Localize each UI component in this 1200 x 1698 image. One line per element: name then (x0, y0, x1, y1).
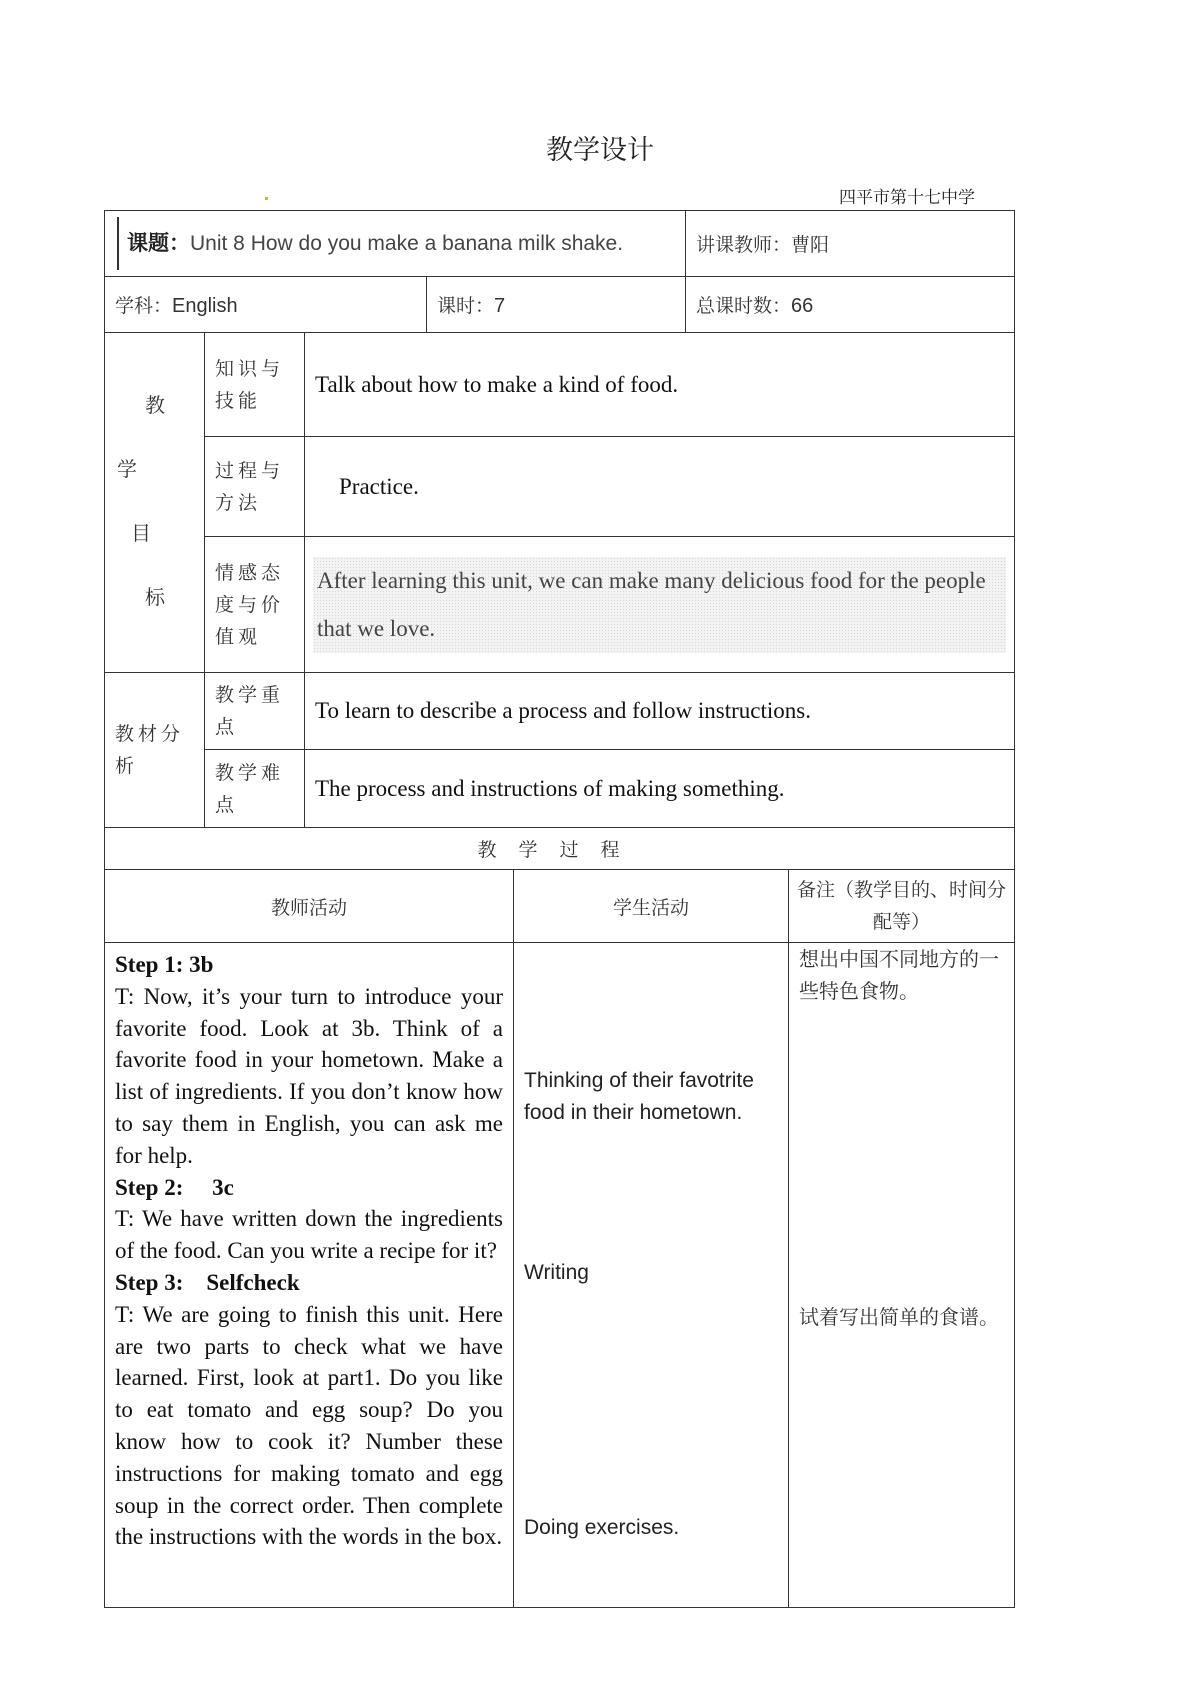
teacher-activity-cell (105, 943, 514, 1608)
note-header: 备注（教学目的、时间分配等） (789, 870, 1015, 943)
step (115, 1172, 503, 1204)
subject-value: English (172, 295, 238, 317)
analysis-row-key (105, 673, 1015, 750)
student-activity-cell (514, 943, 789, 1608)
objectives-char-2: 学 (117, 457, 137, 481)
step-text: T: Now, it’s your turn to introduce your favorite food. Look at 3b. Think of a favorite food in your hometown. Make a list of ingredients. If you don’t know how to say them in English, you can ask me for help. (115, 983, 503, 1168)
analysis-content: To learn to describe a process and follow instructions. (305, 673, 1015, 750)
objective-row-process (105, 437, 1015, 537)
topic-label: 课题： (127, 231, 190, 255)
subject-label: 学科： (115, 295, 173, 317)
note-text: 想出中国不同地方的一些特色食物。 (799, 947, 1000, 1003)
student-activity: Writing (524, 1261, 589, 1284)
note-cell (789, 943, 1015, 1608)
step (115, 949, 503, 981)
student-activity: Thinking of their favotrite food in their hometown. (524, 1069, 754, 1124)
objectives-group-label (105, 333, 205, 673)
total-label: 总课时数： (696, 295, 792, 317)
teacher-activity-header: 教师活动 (105, 870, 514, 943)
total-cell (686, 277, 1015, 333)
objectives-char-4: 标 (145, 585, 165, 609)
document-title: 教学设计 (546, 135, 654, 166)
objective-content-cell (305, 537, 1015, 673)
topic-value: Unit 8 How do you make a banana milk shake. (190, 232, 624, 255)
objective-label: 情感态度与价值观 (205, 537, 305, 673)
analysis-row-difficulty (105, 750, 1015, 828)
step-heading: Step 3: Selfcheck (115, 1269, 300, 1295)
process-title: 教学过程 (105, 828, 1015, 870)
step-heading: Step 1: 3b (115, 952, 214, 977)
process-title-row (105, 828, 1015, 870)
analysis-group-label: 教材分析 (105, 673, 205, 828)
analysis-label: 教学重点 (205, 673, 305, 750)
objective-label: 过程与方法 (205, 437, 305, 537)
student-activity: Doing exercises. (524, 1516, 680, 1539)
subject-cell (105, 277, 427, 333)
objectives-char-3: 目 (131, 521, 151, 545)
stray-mark (265, 197, 268, 200)
step-text: T: We are going to finish this unit. Here are two parts to check what we have learned. First, look at part1. Do you like to eat tomato and egg soup? Do you know how to cook it? Number these instructions for making tomato and egg soup in the correct order. Then complete the instructions with the words in the box. (115, 1301, 503, 1550)
objectives-char-1: 教 (145, 393, 165, 417)
teacher-cell (686, 211, 1015, 277)
analysis-label: 教学难点 (205, 750, 305, 828)
objective-content: After learning this unit, we can make many delicious food for the people that we love. (313, 557, 1006, 653)
objective-content: Practice. (305, 437, 1015, 537)
student-activity-header: 学生活动 (514, 870, 789, 943)
note-text: 试着写出简单的食谱。 (799, 1305, 1000, 1329)
step (115, 1267, 503, 1299)
lesson-cell (427, 277, 686, 333)
objective-row-knowledge (105, 333, 1015, 437)
topic-text (117, 228, 675, 259)
header-row-topic (105, 211, 1015, 277)
analysis-content: The process and instructions of making something. (305, 750, 1015, 828)
objective-content: Talk about how to make a kind of food. (305, 333, 1015, 437)
header-row-subject (105, 277, 1015, 333)
process-body-row (105, 943, 1015, 1608)
step-text: T: We have written down the ingredients of the food. Can you write a recipe for it? (115, 1206, 503, 1264)
objective-label: 知识与技能 (205, 333, 305, 437)
teacher-value: 曹阳 (791, 234, 830, 256)
lesson-value: 7 (494, 295, 506, 317)
topic-cell (105, 211, 686, 277)
process-header-row (105, 870, 1015, 943)
lesson-label: 课时： (437, 295, 495, 317)
total-value: 66 (791, 295, 814, 317)
school-name: 四平市第十七中学 (839, 188, 975, 208)
lesson-plan-table (104, 210, 1015, 1608)
objective-row-attitude (105, 537, 1015, 673)
teacher-label: 讲课教师： (696, 234, 792, 256)
step-heading: Step 2: 3c (115, 1174, 234, 1200)
